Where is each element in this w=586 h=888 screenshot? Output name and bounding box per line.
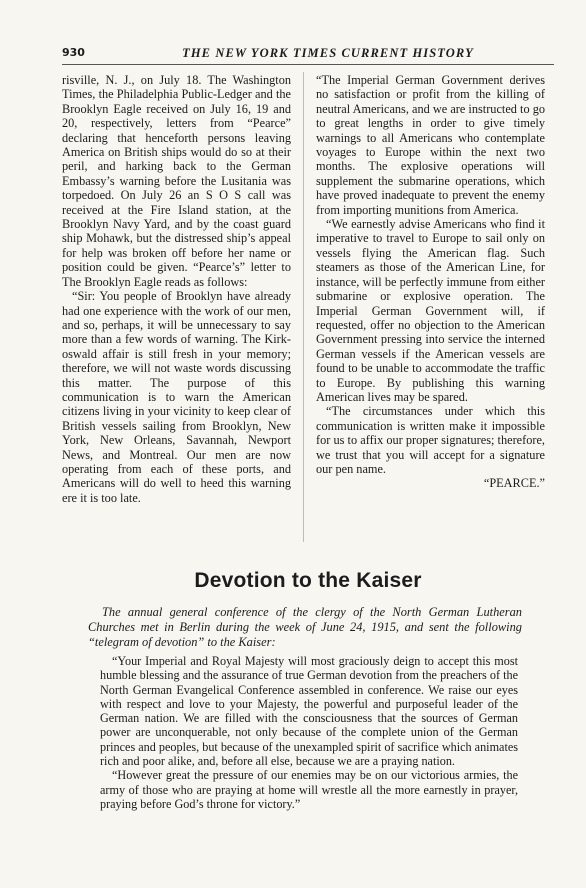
section-title: Devotion to the Kaiser [194, 569, 422, 592]
right-column [316, 73, 545, 541]
right-paragraph: “We earnestly advise Americans who find it imperative to travel to Europe to sail only on vessels flying the American flag. Such steamers as those of the American Line, for instance, will be perfectly immune from either submarine or explosive operation. The Imperial German Government will, if requested, offer no objection to the American Government pressing into service the interned German vessels if the American vessels are found to be unable to accommodate the traffic to Europe. By publishing this warning American lives may be spared. [316, 217, 545, 404]
signature: “PEARCE.” [483, 476, 545, 491]
right-paragraph: “The Imperial German Government derives no satisfaction or profit from the killing of neutral Americans, and we are instructed to go to great lengths in order to give timely warnings to all Americans who contemplate voyages to Europe within the next two months. The explosive operations will supplement the submarine operations, which have proved inadequate to prevent the enemy from importing munitions from America. [316, 73, 545, 217]
header-rule [62, 64, 554, 65]
quote-paragraph: “Your Imperial and Royal Majesty will most graciously deign to accept this most humble blessing and the assurance of true German devotion from the preachers of the North German Evangelical Conference assembled in conference. We raise our eyes with respect and love to your Majesty, the powerful and purposeful leader of the German nation. We are filled with the consciousness that the sources of German power are unconquerable, not only because of the complete union of the German princes and peoples, but because of the unexampled spirit of sacrifice which animates rich and poor alike, and, before all else, because we are a praying nation. [100, 654, 518, 769]
section-intro: The annual general conference of the clergy of the North German Lutheran Churches met in Berlin during the week of June 24, 1915, and sent the following “telegram of devotion” to the Kaiser: [88, 605, 522, 649]
quote-paragraph: “However great the pressure of our enemies may be on our victorious armies, the army of those who are praying at home will wrestle all the more earnestly in prayer, praying before God’s throne for victory.” [100, 768, 518, 811]
left-paragraph: “Sir: You people of Brooklyn have already had one experience with the work of our men, and so, perhaps, it will be unnecessary to say more than a few words of warning. The Kirk-oswald affair is still fresh in your memory; therefore, we will not waste words discussing this matter. The purpose of this communication is to warn the American citizens living in your vicinity to keep clear of British vessels sailing from Brooklyn, New York, New Orleans, Savannah, Newport News, and Montreal. Our men are now operating from each of these ports, and Americans will do well to heed this warning ere it is too late. [62, 289, 291, 505]
left-column [62, 73, 291, 541]
telegram-quote [100, 654, 518, 811]
page-number: 930 [62, 46, 85, 59]
right-paragraph: “The circumstances under which this communication is written make it impossible for us to affix our proper signatures; therefore, we trust that you will accept for a signature our pen name. [316, 404, 545, 476]
left-paragraph: risville, N. J., on July 18. The Washington Times, the Philadelphia Public-Ledger and the Brooklyn Eagle received on July 16, 19 and 20, respectively, letters from “Pearce” declaring that henceforth persons leaving America on British ships would do so at their peril, and harking back to the German Embassy’s warning before the Lusitania was torpedoed. On July 26 an S O S call was received at the Fire Island station, at the Brooklyn Navy Yard, and by the coast guard ship Mohawk, but the distressed ship’s appeal for help was broken off before her name or position could be given. “Pearce’s” letter to The Brooklyn Eagle reads as follows: [62, 73, 291, 289]
column-divider [303, 72, 304, 542]
journal-title: THE NEW YORK TIMES CURRENT HISTORY [182, 46, 474, 60]
